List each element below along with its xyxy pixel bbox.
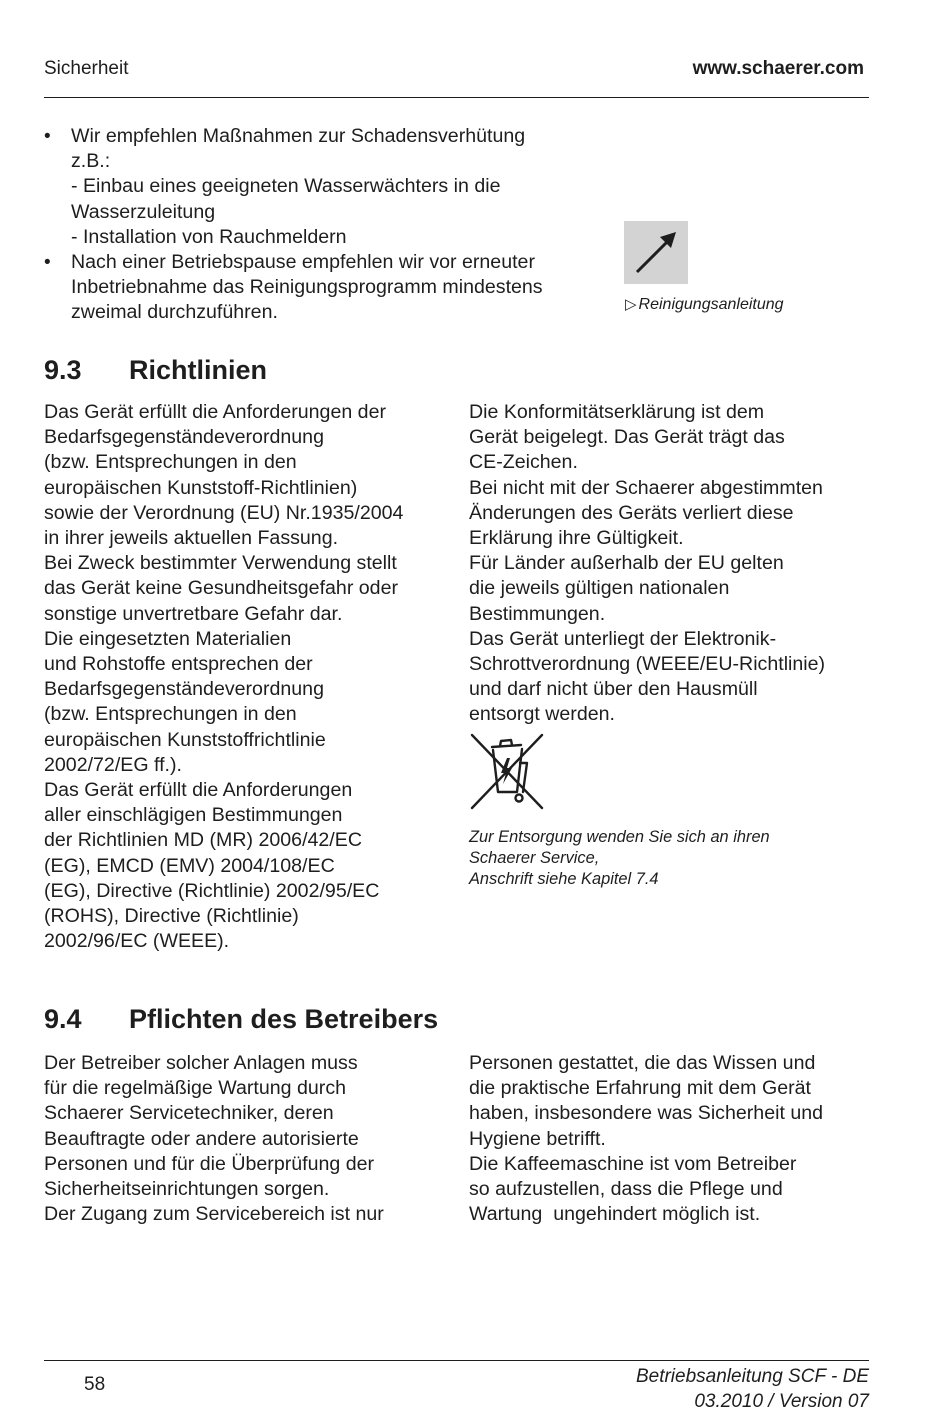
note-line: Anschrift siehe Kapitel 7.4 (469, 870, 659, 888)
bullet-item (44, 124, 609, 250)
paragraph-line: Erklärung ihre Gültigkeit. (469, 527, 684, 550)
paragraph-line: für die regelmäßige Wartung durch (44, 1077, 347, 1100)
paragraph-line: (bzw. Entsprechungen in den (44, 703, 297, 726)
paragraph-line: (EG), Directive (Richtlinie) 2002/95/EC (44, 879, 380, 902)
header-divider (44, 97, 869, 98)
intro-bullet-list (44, 124, 609, 326)
footer-doc-version: 03.2010 / Version 07 (694, 1391, 869, 1407)
paragraph-line: 2002/96/EC (WEEE). (44, 930, 230, 953)
paragraph-line: Änderungen des Geräts verliert diese (469, 501, 794, 524)
paragraph-line: Das Gerät unterliegt der Elektronik- (469, 627, 777, 650)
paragraph-line: Der Zugang zum Servicebereich ist nur (44, 1203, 384, 1226)
triangle-right-icon: ▷ (625, 296, 637, 313)
paragraph-line: die praktische Erfahrung mit dem Gerät (469, 1077, 811, 1100)
footer-doc-info (636, 1364, 869, 1407)
paragraph-line: Gerät beigelegt. Das Gerät trägt das (469, 426, 785, 449)
section-9-4-right-column (469, 1051, 879, 1227)
paragraph-line: Personen gestattet, die das Wissen und (469, 1052, 816, 1074)
section-9-3-left-column (44, 400, 454, 954)
bullet-line: zweimal durchzuführen. (71, 301, 278, 324)
hint-label: Reinigungsanleitung (638, 296, 784, 313)
paragraph-line: Die Kaffeemaschine ist vom Betreiber (469, 1152, 797, 1175)
paragraph-line: (ROHS), Directive (Richtlinie) (44, 905, 299, 928)
paragraph-line: Schaerer Servicetechniker, deren (44, 1102, 334, 1125)
bullet-line: - Einbau eines geeigneten Wasserwächters in die (71, 175, 501, 198)
paragraph-line: das Gerät keine Gesundheitsgefahr oder (44, 577, 398, 600)
header-section-label: Sicherheit (44, 58, 129, 79)
paragraph-line: und darf nicht über den Hausmüll (469, 678, 758, 701)
paragraph-line: Für Länder außerhalb der EU gelten (469, 552, 784, 575)
page-number: 58 (84, 1374, 106, 1395)
paragraph-line: entsorgt werden. (469, 703, 615, 726)
paragraph-line: europäischen Kunststoffrichtlinie (44, 728, 326, 751)
paragraph-line: Sicherheitseinrichtungen sorgen. (44, 1178, 330, 1201)
bullet-line: Wasserzuleitung (71, 200, 216, 223)
paragraph-line: sowie der Verordnung (EU) Nr.1935/2004 (44, 501, 404, 524)
arrow-up-right-icon (624, 221, 688, 284)
paragraph-line: Schrottverordnung (WEEE/EU-Richtlinie) (469, 653, 826, 676)
footer-doc-title: Betriebsanleitung SCF - DE (635, 1366, 869, 1387)
section-title: Pflichten des Betreibers (129, 1004, 439, 1034)
section-9-4-left-column (44, 1051, 454, 1227)
paragraph-line: aller einschlägigen Bestimmungen (44, 804, 343, 827)
paragraph-line: Das Gerät erfüllt die Anforderungen der (44, 401, 387, 423)
paragraph-line: Bedarfsgegenständeverordnung (44, 678, 324, 701)
disposal-note (469, 827, 770, 890)
crossed-out-wheelie-bin-icon (466, 730, 548, 814)
paragraph-line: Die eingesetzten Materialien (44, 627, 292, 650)
bullet-line: - Installation von Rauchmeldern (71, 225, 347, 248)
paragraph-line: in ihrer jeweils aktuellen Fassung. (44, 527, 339, 550)
bullet-marker: • (44, 126, 51, 147)
paragraph-line: Das Gerät erfüllt die Anforderungen (44, 779, 353, 802)
note-line: Zur Entsorgung wenden Sie sich an ihren (469, 828, 770, 846)
header-website: www.schaerer.com (692, 58, 864, 79)
paragraph-line: europäischen Kunststoff-Richtlinien) (44, 476, 358, 499)
bullet-marker: • (44, 252, 51, 274)
hint-reference (625, 295, 784, 314)
paragraph-line: Hygiene betrifft. (469, 1127, 606, 1150)
section-9-3-right-column (469, 400, 879, 728)
section-number: 9.4 (44, 1004, 82, 1034)
bullet-line: Inbetriebnahme das Reinigungsprogramm mindestens (71, 276, 543, 299)
paragraph-line: (EG), EMCD (EMV) 2004/108/EC (44, 854, 335, 877)
paragraph-line: der Richtlinien MD (MR) 2006/42/EC (44, 829, 362, 852)
paragraph-line: die jeweils gültigen nationalen (469, 577, 730, 600)
paragraph-line: Personen und für die Überprüfung der (44, 1152, 375, 1175)
bullet-item (44, 250, 609, 326)
paragraph-line: so aufzustellen, dass die Pflege und (469, 1178, 783, 1201)
paragraph-line: Der Betreiber solcher Anlagen muss (44, 1052, 358, 1074)
paragraph-line: Bei Zweck bestimmter Verwendung stellt (44, 552, 397, 575)
paragraph-line: Bestimmungen. (469, 602, 606, 625)
paragraph-line: und Rohstoffe entsprechen der (44, 653, 313, 676)
paragraph-line: 2002/72/EG ff.). (44, 753, 182, 776)
paragraph-line: CE-Zeichen. (469, 451, 578, 474)
paragraph-line: Beauftragte oder andere autorisierte (44, 1127, 359, 1150)
bullet-line: Wir empfehlen Maßnahmen zur Schadensverhütung (71, 125, 526, 147)
paragraph-line: sonstige unvertretbare Gefahr dar. (44, 602, 343, 625)
note-line: Schaerer Service, (469, 849, 600, 867)
section-title: Richtlinien (129, 355, 268, 385)
bullet-line: z.B.: (71, 150, 111, 173)
footer-divider (44, 1360, 869, 1361)
paragraph-line: Die Konformitätserklärung ist dem (469, 401, 765, 423)
paragraph-line: Wartung ungehindert möglich ist. (469, 1203, 761, 1226)
paragraph-line: haben, insbesondere was Sicherheit und (469, 1102, 824, 1125)
section-number: 9.3 (44, 355, 82, 385)
paragraph-line: (bzw. Entsprechungen in den (44, 451, 297, 474)
bullet-line: Nach einer Betriebspause empfehlen wir vor erneuter (71, 251, 535, 274)
paragraph-line: Bei nicht mit der Schaerer abgestimmten (469, 476, 823, 499)
paragraph-line: Bedarfsgegenständeverordnung (44, 426, 324, 449)
